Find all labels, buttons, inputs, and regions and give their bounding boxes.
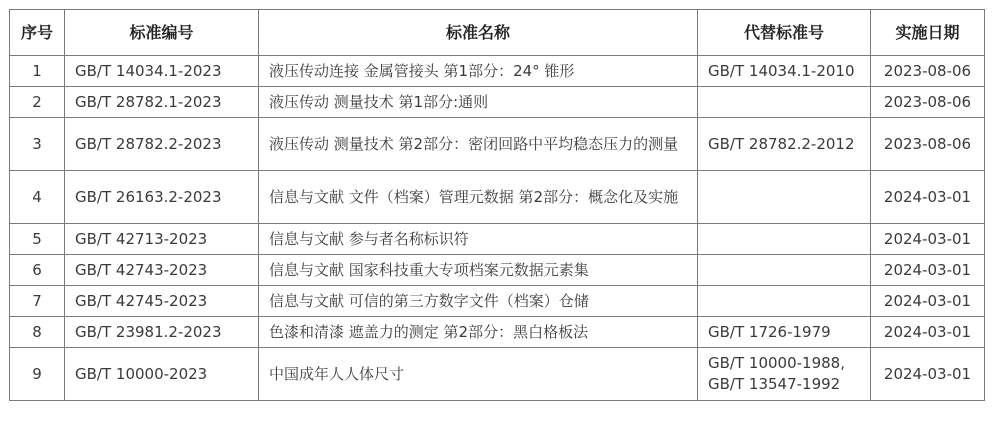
cell-serial-number: 1: [10, 56, 65, 87]
cell-replaced-standard: [698, 56, 871, 87]
table-row: [10, 171, 985, 224]
replaced-standard-line: GB/T 14034.1-2010: [708, 61, 855, 80]
table-row: [10, 224, 985, 255]
standards-table-container: [9, 9, 984, 401]
table-row: [10, 286, 985, 317]
cell-serial-number: 5: [10, 224, 65, 255]
cell-standard-code: GB/T 10000-2023: [65, 348, 259, 401]
cell-standard-code: GB/T 42713-2023: [65, 224, 259, 255]
header-standard-name: 标准名称: [259, 10, 698, 56]
cell-replaced-standard: [698, 224, 871, 255]
replaced-standard-line: GB/T 1726-1979: [708, 322, 831, 341]
cell-replaced-standard: [698, 286, 871, 317]
cell-standard-name: 液压传动 测量技术 第1部分:通则: [259, 87, 698, 118]
cell-serial-number: 8: [10, 317, 65, 348]
cell-serial-number: 7: [10, 286, 65, 317]
cell-serial-number: 4: [10, 171, 65, 224]
table-row: [10, 255, 985, 286]
cell-serial-number: 2: [10, 87, 65, 118]
table-row: [10, 317, 985, 348]
cell-standard-code: GB/T 14034.1-2023: [65, 56, 259, 87]
cell-implementation-date: 2024-03-01: [871, 317, 985, 348]
cell-standard-name: 色漆和清漆 遮盖力的测定 第2部分：黑白格板法: [259, 317, 698, 348]
cell-standard-code: GB/T 26163.2-2023: [65, 171, 259, 224]
cell-implementation-date: 2023-08-06: [871, 118, 985, 171]
cell-standard-name: 信息与文献 可信的第三方数字文件（档案）仓储: [259, 286, 698, 317]
cell-replaced-standard: [698, 255, 871, 286]
cell-replaced-standard: [698, 171, 871, 224]
cell-standard-code: GB/T 23981.2-2023: [65, 317, 259, 348]
cell-serial-number: 6: [10, 255, 65, 286]
table-header-row: [10, 10, 985, 56]
cell-replaced-standard: [698, 348, 871, 401]
cell-standard-code: GB/T 28782.2-2023: [65, 118, 259, 171]
cell-standard-name: 信息与文献 文件（档案）管理元数据 第2部分：概念化及实施: [259, 171, 698, 224]
cell-standard-name: 液压传动 测量技术 第2部分：密闭回路中平均稳态压力的测量: [259, 118, 698, 171]
header-replaced-standard: 代替标准号: [698, 10, 871, 56]
cell-replaced-standard: [698, 118, 871, 171]
cell-implementation-date: 2024-03-01: [871, 286, 985, 317]
standards-table: [9, 9, 985, 401]
table-row: [10, 348, 985, 401]
cell-standard-code: GB/T 28782.1-2023: [65, 87, 259, 118]
cell-implementation-date: 2024-03-01: [871, 255, 985, 286]
header-implementation-date: 实施日期: [871, 10, 985, 56]
cell-standard-name: 信息与文献 国家科技重大专项档案元数据元素集: [259, 255, 698, 286]
replaced-standard-line: GB/T 10000-1988,: [708, 354, 845, 372]
cell-implementation-date: 2023-08-06: [871, 56, 985, 87]
table-row: [10, 56, 985, 87]
cell-implementation-date: 2023-08-06: [871, 87, 985, 118]
cell-implementation-date: 2024-03-01: [871, 171, 985, 224]
cell-serial-number: 3: [10, 118, 65, 171]
header-standard-code: 标准编号: [65, 10, 259, 56]
cell-implementation-date: 2024-03-01: [871, 348, 985, 401]
table-row: [10, 87, 985, 118]
cell-standard-name: 信息与文献 参与者名称标识符: [259, 224, 698, 255]
cell-standard-name: 液压传动连接 金属管接头 第1部分：24° 锥形: [259, 56, 698, 87]
cell-standard-code: GB/T 42743-2023: [65, 255, 259, 286]
cell-standard-name: 中国成年人人体尺寸: [259, 348, 698, 401]
cell-standard-code: GB/T 42745-2023: [65, 286, 259, 317]
header-serial-number: 序号: [10, 10, 65, 56]
replaced-standard-line: GB/T 13547-1992: [708, 375, 841, 393]
cell-serial-number: 9: [10, 348, 65, 401]
replaced-standard-line: GB/T 28782.2-2012: [708, 134, 855, 153]
table-row: [10, 118, 985, 171]
cell-replaced-standard: [698, 87, 871, 118]
cell-replaced-standard: [698, 317, 871, 348]
cell-implementation-date: 2024-03-01: [871, 224, 985, 255]
